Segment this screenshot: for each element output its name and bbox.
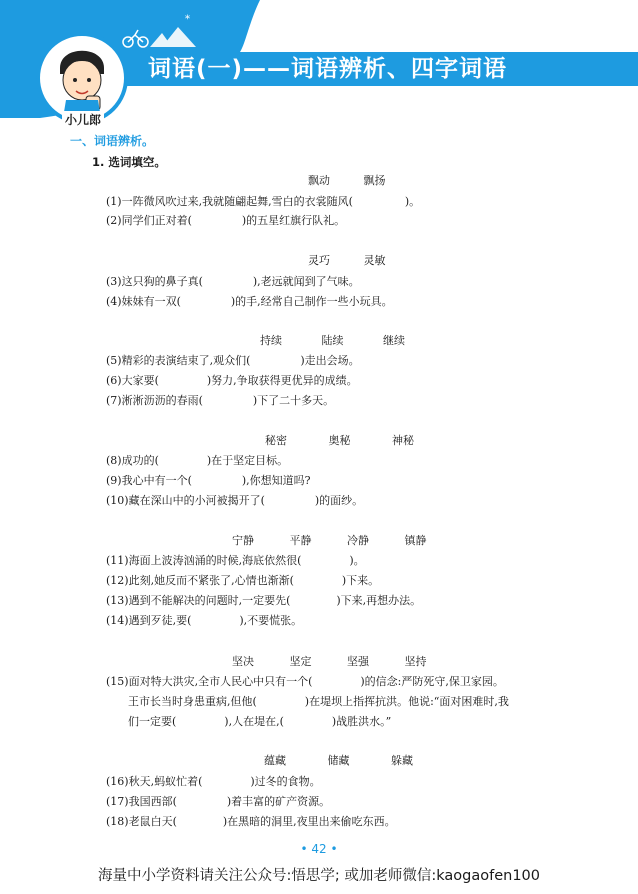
word-option: 奥秘 xyxy=(328,434,351,447)
question-line: (1)一阵微风吹过来,我就随翩起舞,雪白的衣裳随风( )。 xyxy=(106,195,421,208)
question-line: (16)秋天,蚂蚁忙着( )过冬的食物。 xyxy=(106,775,321,788)
word-option: 冷静 xyxy=(347,534,369,547)
word-option: 坚持 xyxy=(404,655,427,668)
question-line: (2)同学们正对着( )的五星红旗行队礼。 xyxy=(106,214,346,227)
word-option: 秘密 xyxy=(265,434,287,447)
word-options xyxy=(232,532,427,548)
question-line: (17)我国西部( )着丰富的矿产资源。 xyxy=(106,795,331,808)
word-option: 神秘 xyxy=(392,434,414,447)
footer-note: 海量中小学资料请关注公众号:悟思学; 或加老师微信:kaogaofen100 xyxy=(97,868,540,884)
question-line: (12)此刻,她反而不紧张了,心情也渐渐( )下来。 xyxy=(106,574,380,587)
question-line: (9)我心中有一个( ),你想知道吗? xyxy=(106,474,311,487)
word-option: 继续 xyxy=(383,334,405,347)
word-option: 灵敏 xyxy=(363,254,386,267)
word-options xyxy=(232,653,427,669)
question-line: (11)海面上波涛汹涌的时候,海底依然很( )。 xyxy=(106,554,365,567)
word-options xyxy=(264,752,413,768)
question-line: (13)遇到不能解决的问题时,一定要先( )下来,再想办法。 xyxy=(106,594,422,607)
word-option: 平静 xyxy=(289,534,312,547)
question-line: (4)妹妹有一双( )的手,经常自己制作一些小玩具。 xyxy=(106,295,393,308)
question-title: 1. 选词填空。 xyxy=(92,155,166,169)
section-heading: 一、词语辨析。 xyxy=(70,134,155,148)
word-options xyxy=(260,332,405,348)
word-option: 镇静 xyxy=(404,534,427,547)
word-option: 躲藏 xyxy=(391,754,413,767)
page-number: • 42 • xyxy=(300,842,338,856)
svg-text:*: * xyxy=(185,14,190,25)
question-line: (18)老鼠白天( )在黑暗的洞里,夜里出来偷吃东西。 xyxy=(106,815,396,828)
question-line: (14)遇到歹徒,要( ),不要慌张。 xyxy=(106,614,303,627)
question-line: 王市长当时身患重病,但他( )在堤坝上指挥抗洪。他说:“面对困难时,我 xyxy=(128,695,509,708)
word-option: 持续 xyxy=(260,334,282,347)
word-option: 灵巧 xyxy=(308,254,330,267)
question-line: (5)精彩的表演结束了,观众们( )走出会场。 xyxy=(106,354,360,367)
word-option: 坚强 xyxy=(347,655,369,668)
question-line: 们一定要( ),人在堤在,( )战胜洪水。” xyxy=(128,715,392,728)
word-option: 坚决 xyxy=(232,655,254,668)
page-title: 词语(一)——词语辨析、四字词语 xyxy=(148,56,508,82)
word-options xyxy=(308,252,386,268)
question-line: (10)藏在深山中的小河被揭开了( )的面纱。 xyxy=(106,494,364,507)
question-line: (15)面对特大洪灾,全市人民心中只有一个( )的信念:严防死守,保卫家园。 xyxy=(106,675,504,688)
question-line: (6)大家要( )努力,争取获得更优异的成绩。 xyxy=(106,374,358,387)
mascot-boy-icon xyxy=(60,51,104,112)
word-option: 陆续 xyxy=(321,334,344,347)
word-option: 坚定 xyxy=(289,655,312,668)
word-options xyxy=(308,172,386,188)
word-option: 储藏 xyxy=(327,754,350,767)
question-line: (3)这只狗的鼻子真( ),老远就闻到了气味。 xyxy=(106,275,360,288)
mascot-label: 小儿郎 xyxy=(62,111,104,128)
question-line: (7)淅淅沥沥的春雨( )下了二十多天。 xyxy=(106,394,335,407)
word-option: 飘动 xyxy=(308,174,330,187)
word-option: 飘扬 xyxy=(363,174,386,187)
word-option: 蕴藏 xyxy=(264,754,286,767)
question-line: (8)成功的( )在于坚定目标。 xyxy=(106,454,289,467)
word-options xyxy=(265,432,414,448)
word-option: 宁静 xyxy=(232,534,254,547)
